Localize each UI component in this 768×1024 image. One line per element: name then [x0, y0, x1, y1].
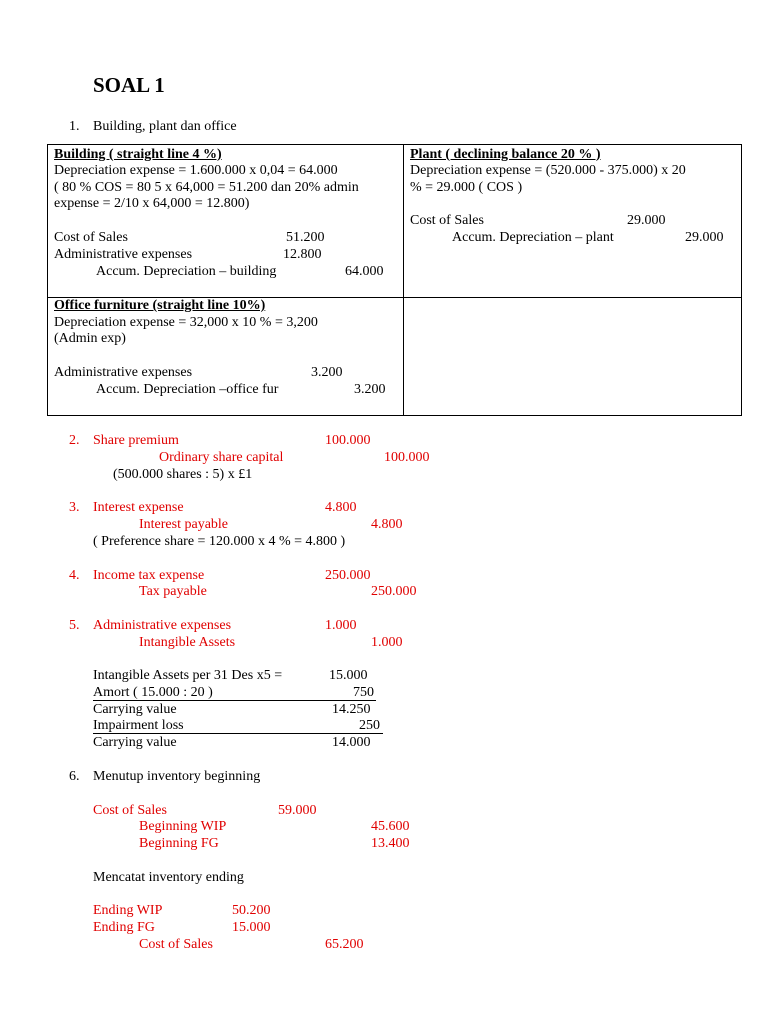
- q6-record-debit-account: Ending WIP: [93, 903, 163, 918]
- q6-close-credit-amount: 45.600: [371, 819, 410, 834]
- office-entry-account: Administrative expenses: [54, 365, 193, 380]
- q6-number: 6.: [69, 769, 80, 784]
- q6-close-debit-amount: 59.000: [278, 803, 317, 818]
- plant-entry-account: Cost of Sales: [410, 213, 484, 228]
- q5-calc-label: Impairment loss: [93, 718, 184, 733]
- q4-number: 4.: [69, 568, 80, 583]
- page-title: SOAL 1: [93, 73, 165, 97]
- q6-record-credit-amount: 65.200: [325, 937, 364, 952]
- q3-credit-amount: 4.800: [371, 517, 403, 532]
- q5-credit-amount: 1.000: [371, 635, 403, 650]
- q3-note: ( Preference share = 120.000 x 4 % = 4.800 ): [93, 534, 346, 549]
- q2-number: 2.: [69, 433, 80, 448]
- building-entry-credit: 64.000: [345, 264, 384, 279]
- q5-calc-label: Carrying value: [93, 702, 177, 717]
- q6-close-credit-account: Beginning FG: [139, 836, 219, 851]
- plant-line-1: Depreciation expense = (520.000 - 375.000) x 20: [410, 163, 686, 178]
- q5-calc-value: 14.250: [332, 702, 371, 717]
- q6-close-credit-amount: 13.400: [371, 836, 410, 851]
- q2-credit-amount: 100.000: [384, 450, 430, 465]
- q4-debit-amount: 250.000: [325, 568, 371, 583]
- q4-credit-amount: 250.000: [371, 584, 417, 599]
- office-entry-credit: 3.200: [354, 382, 386, 397]
- q4-debit-account: Income tax expense: [93, 568, 205, 583]
- q2-debit-amount: 100.000: [325, 433, 371, 448]
- q6-record-credit-account: Cost of Sales: [139, 937, 213, 952]
- q5-number: 5.: [69, 618, 80, 633]
- q2-credit-account: Ordinary share capital: [159, 450, 284, 465]
- q5-debit-amount: 1.000: [325, 618, 357, 633]
- building-entry-account: Accum. Depreciation – building: [96, 264, 277, 279]
- q6-heading-2: Mencatat inventory ending: [93, 870, 244, 885]
- q3-debit-amount: 4.800: [325, 500, 357, 515]
- q5-debit-account: Administrative expenses: [93, 618, 232, 633]
- q6-heading: Menutup inventory beginning: [93, 769, 261, 784]
- q5-credit-account: Intangible Assets: [139, 635, 236, 650]
- plant-entry-debit: 29.000: [627, 213, 666, 228]
- q5-calc-label: Intangible Assets per 31 Des x5 =: [93, 668, 283, 683]
- building-line-1: Depreciation expense = 1.600.000 x 0,04 = 64.000: [54, 163, 338, 178]
- building-heading: Building ( straight line 4 %): [54, 147, 222, 162]
- q1-number: 1.: [69, 119, 80, 134]
- building-entry-account: Administrative expenses: [54, 247, 193, 262]
- q6-record-debit-account: Ending FG: [93, 920, 155, 935]
- q3-debit-account: Interest expense: [93, 500, 184, 515]
- q2-note: (500.000 shares : 5) x £1: [113, 467, 253, 482]
- plant-entry-account: Accum. Depreciation – plant: [452, 230, 614, 245]
- q6-close-debit-account: Cost of Sales: [93, 803, 167, 818]
- building-entry-debit: 51.200: [286, 230, 325, 245]
- q6-close-credit-account: Beginning WIP: [139, 819, 227, 834]
- q2-debit-account: Share premium: [93, 433, 179, 448]
- building-line-2: ( 80 % COS = 80 5 x 64,000 = 51.200 dan 20% admin: [54, 180, 359, 195]
- office-entry-debit: 3.200: [311, 365, 343, 380]
- building-entry-debit: 12.800: [283, 247, 322, 262]
- q6-record-debit-amount: 50.200: [232, 903, 271, 918]
- q5-calc-value: 15.000: [329, 668, 368, 683]
- q5-calc-value: 14.000: [332, 735, 371, 750]
- plant-entry-credit: 29.000: [685, 230, 724, 245]
- q5-calc-label: Carrying value: [93, 735, 177, 750]
- q3-number: 3.: [69, 500, 80, 515]
- office-entry-account: Accum. Depreciation –office fur: [96, 382, 279, 397]
- q3-credit-account: Interest payable: [139, 517, 229, 532]
- q1-heading: Building, plant dan office: [93, 119, 237, 134]
- office-heading: Office furniture (straight line 10%): [54, 298, 266, 313]
- q5-calc-value: 750: [353, 685, 374, 700]
- q5-calc-value: 250: [359, 718, 380, 733]
- building-line-3: expense = 2/10 x 64,000 = 12.800): [54, 196, 250, 211]
- office-line-2: (Admin exp): [54, 331, 126, 346]
- q5-calc-label: Amort ( 15.000 : 20 ): [93, 685, 213, 700]
- plant-heading: Plant ( declining balance 20 % ): [410, 147, 601, 162]
- office-line-1: Depreciation expense = 32,000 x 10 % = 3,200: [54, 315, 318, 330]
- plant-line-2: % = 29.000 ( COS ): [410, 180, 523, 195]
- building-entry-account: Cost of Sales: [54, 230, 128, 245]
- q6-record-debit-amount: 15.000: [232, 920, 271, 935]
- q4-credit-account: Tax payable: [139, 584, 207, 599]
- table-column-divider: [403, 144, 404, 416]
